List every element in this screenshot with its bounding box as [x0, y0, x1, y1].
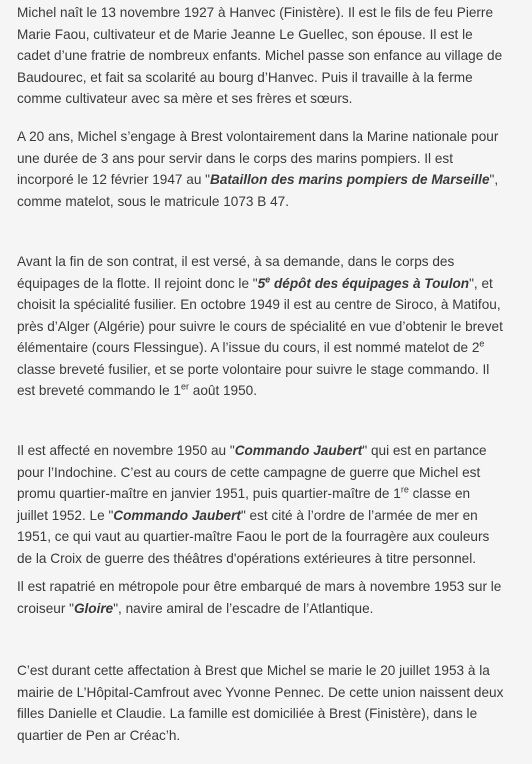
text-line: [17, 576, 525, 598]
text-run: juillet 1952. Le ": [17, 507, 114, 523]
text-run: croiseur ": [17, 600, 74, 616]
text-line: [17, 505, 525, 527]
emphasized-name: Commando Jaubert: [113, 507, 241, 523]
text-line: [17, 191, 525, 213]
text-run: ",: [489, 172, 499, 187]
text-run: quartier de Pen ar Créac’h.: [17, 727, 181, 743]
text-line: [17, 548, 525, 570]
emphasized-name: Gloire: [73, 600, 114, 616]
text-run: ", et: [469, 275, 493, 291]
text-line: [17, 88, 525, 110]
text-line: [17, 660, 525, 682]
paragraph-marriage: [17, 660, 525, 746]
text-line: [17, 316, 525, 338]
emphasized-name: Bataillon des marins pompiers de Marseille: [210, 172, 490, 187]
paragraph-birth-childhood: [17, 2, 525, 110]
text-line: [17, 483, 525, 505]
text-line: [17, 169, 525, 191]
text-run: ", navire amiral de l’escadre de l’Atlantique.: [113, 600, 374, 616]
text-run: C’est durant cette affectation à Brest que Michel se marie le 20 juillet 1953 à la: [17, 663, 490, 678]
text-line: [17, 598, 525, 620]
text-line: [17, 337, 525, 359]
text-run: Avant la fin de son contrat, il est versé, à sa demande, dans le corps des: [17, 254, 455, 269]
text-line: [17, 126, 525, 148]
text-run: Baudourec, et fait sa scolarité au bourg d’Hanvec. Puis il travaille à la ferme: [17, 69, 473, 85]
emphasized-name: 5: [257, 275, 266, 291]
paragraph-cruiser-gloire: [17, 576, 525, 619]
text-run: cadet d’une fratrie de nombreux enfants. Michel passe son enfance au village de: [17, 48, 503, 63]
text-line: [17, 703, 525, 725]
emphasized-name: dépôt des équipages à Toulon: [270, 275, 470, 291]
text-line: [17, 251, 525, 273]
text-line: [17, 462, 525, 484]
text-line: [17, 526, 525, 548]
text-run: équipages de la flotte. Il rejoint donc le ": [17, 275, 258, 291]
text-run: Marie Faou, cultivateur et de Marie Jeanne Le Guellec, son épouse. Il est le: [17, 26, 473, 42]
text-line: [17, 294, 525, 316]
emphasized-name: Commando Jaubert: [234, 443, 363, 458]
text-line: [17, 380, 525, 402]
text-run: incorporé le 12 février 1947 au ": [17, 172, 210, 187]
text-run: Il est rapatrié en métropole pour être embarqué de mars à novembre 1953 sur le: [17, 579, 502, 594]
text-run: Il est affecté en novembre 1950 au ": [17, 443, 235, 458]
text-line: [17, 440, 525, 462]
text-run: comme cultivateur avec sa mère et ses frères et sœurs.: [17, 91, 353, 106]
text-line: [17, 24, 525, 46]
text-run: est breveté commando le 1: [17, 383, 181, 398]
superscript-text: er: [180, 381, 189, 392]
text-line: [17, 148, 525, 170]
text-run: mairie de L’Hôpital-Camfrout avec Yvonne Pennec. De cette union naissent deux: [17, 684, 504, 700]
superscript-text: re: [400, 484, 409, 495]
text-run: A 20 ans, Michel s’engage à Brest volontairement dans la Marine nationale pour: [17, 129, 499, 144]
text-run: une durée de 3 ans pour servir dans le corps des marins pompiers. Il est: [17, 150, 453, 166]
superscript-text: e: [265, 273, 271, 284]
text-line: [17, 359, 525, 381]
text-run: choisit la spécialité fusilier. En octobre 1949 il est au centre de Siroco, à Matifou,: [17, 297, 501, 312]
text-run: filles Danielle et Claudie. La famille est domiciliée à Brest (Finistère), dans le: [17, 706, 478, 721]
text-run: de la Croix de guerre des théâtres d'opérations extérieures à titre personnel.: [17, 550, 477, 566]
text-run: 1951, ce qui vaut au quartier-maître Faou le port de la fourragère aux couleurs: [17, 529, 490, 544]
text-run: comme matelot, sous le matricule 1073 B 47.: [17, 193, 290, 209]
paragraph-indochina: [17, 440, 525, 569]
text-line: [17, 45, 525, 67]
paragraph-enlistment: [17, 126, 525, 212]
text-run: " qui est en partance: [362, 443, 487, 458]
text-run: pour l’Indochine. C’est au cours de cette campagne de guerre que Michel est: [17, 464, 481, 480]
paragraph-fleet-crews: [17, 251, 525, 402]
text-run: Michel naît le 13 novembre 1927 à Hanvec (Finistère). Il est le fils de feu Pierre: [17, 5, 494, 20]
text-run: classe en: [408, 486, 471, 501]
text-line: [17, 725, 525, 747]
text-run: élémentaire (cours Flessingue). A l’issue du cours, il est nommé matelot de 2: [17, 340, 480, 355]
text-line: [17, 273, 525, 295]
text-run: " est cité à l’ordre de l’armée de mer en: [240, 507, 478, 523]
text-run: août 1950.: [188, 383, 258, 398]
text-line: [17, 682, 525, 704]
text-run: près d’Alger (Algérie) pour suivre le cours de spécialité en vue d’obtenir le brevet: [17, 318, 503, 334]
text-run: classe breveté fusilier, et se porte volontaire pour suivre le stage commando. Il: [17, 361, 490, 377]
text-line: [17, 67, 525, 89]
text-run: promu quartier-maître en janvier 1951, puis quartier-maître de 1: [17, 486, 401, 501]
superscript-text: e: [479, 338, 485, 349]
text-line: [17, 2, 525, 24]
